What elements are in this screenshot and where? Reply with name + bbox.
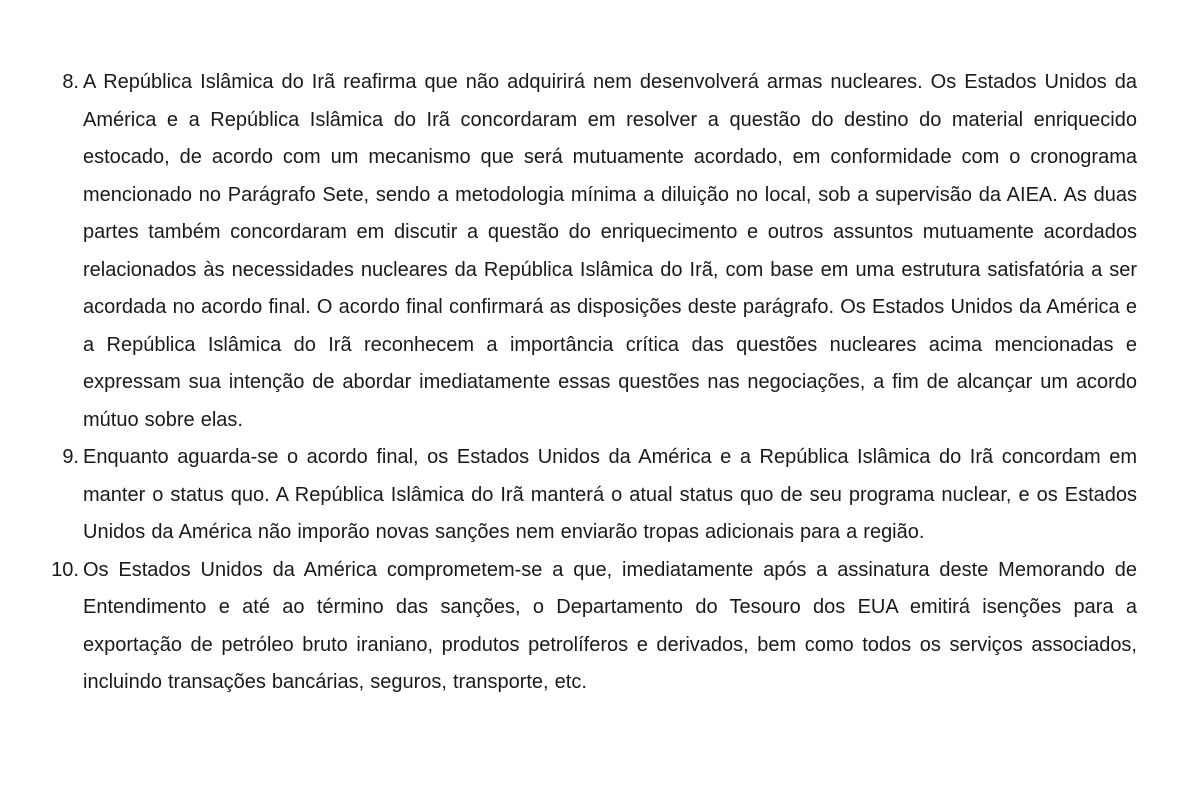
- paragraph-number: 8.: [62, 71, 79, 93]
- paragraph-number: 10.: [51, 558, 79, 581]
- paragraph-item-8: [0, 64, 1200, 439]
- paragraph-text: A República Islâmica do Irã reafirma que não adquirirá nem desenvolverá armas nucleares. Os Estados Unidos da América e a República Islâmica do Irã concordaram em resolver a questão do destino do material enriquecido estocado, de acordo com um mecanismo que será mutuamente acordado, em conformidade com o cronograma mencionado no Parágrafo Sete, sendo a metodologia mínima a diluição no local, sob a supervisão da AIEA. As duas partes também concordaram em discutir a questão do enriquecimento e outros assuntos mutuamente acordados relacionados às necessidades nucleares da República Islâmica do Irã, com base em uma estrutura satisfatória a ser acordada no acordo final. O acordo final confirmará as disposições deste parágrafo. Os Estados Unidos da América e a República Islâmica do Irã reconhecem a importância crítica das questões nucleares acima mencionadas e expressam sua intenção de abordar imediatamente essas questões nas negociações, a fim de alcançar um acordo mútuo sobre elas.: [83, 71, 1137, 431]
- paragraph-item-10: [0, 552, 1200, 702]
- paragraph-text: Enquanto aguarda-se o acordo final, os Estados Unidos da América e a República Islâmica do Irã concordam em manter o status quo. A República Islâmica do Irã manterá o atual status quo de seu programa nuclear, e os Estados Unidos da América não imporão novas sanções nem enviarão tropas adicionais para a região.: [83, 446, 1137, 543]
- paragraph-text: Os Estados Unidos da América comprometem-se a que, imediatamente após a assinatura deste Memorando de Entendimento e até ao término das sanções, o Departamento do Tesouro dos EUA emitirá isenções para a exportação de petróleo bruto iraniano, produtos petrolíferos e derivados, bem como todos os serviços associados, incluindo transações bancárias, seguros, transporte, etc.: [83, 558, 1137, 693]
- document-page: [0, 64, 1200, 800]
- paragraph-number: 9.: [62, 446, 79, 468]
- paragraph-item-9: [0, 439, 1200, 552]
- numbered-paragraph-list: [0, 64, 1200, 702]
